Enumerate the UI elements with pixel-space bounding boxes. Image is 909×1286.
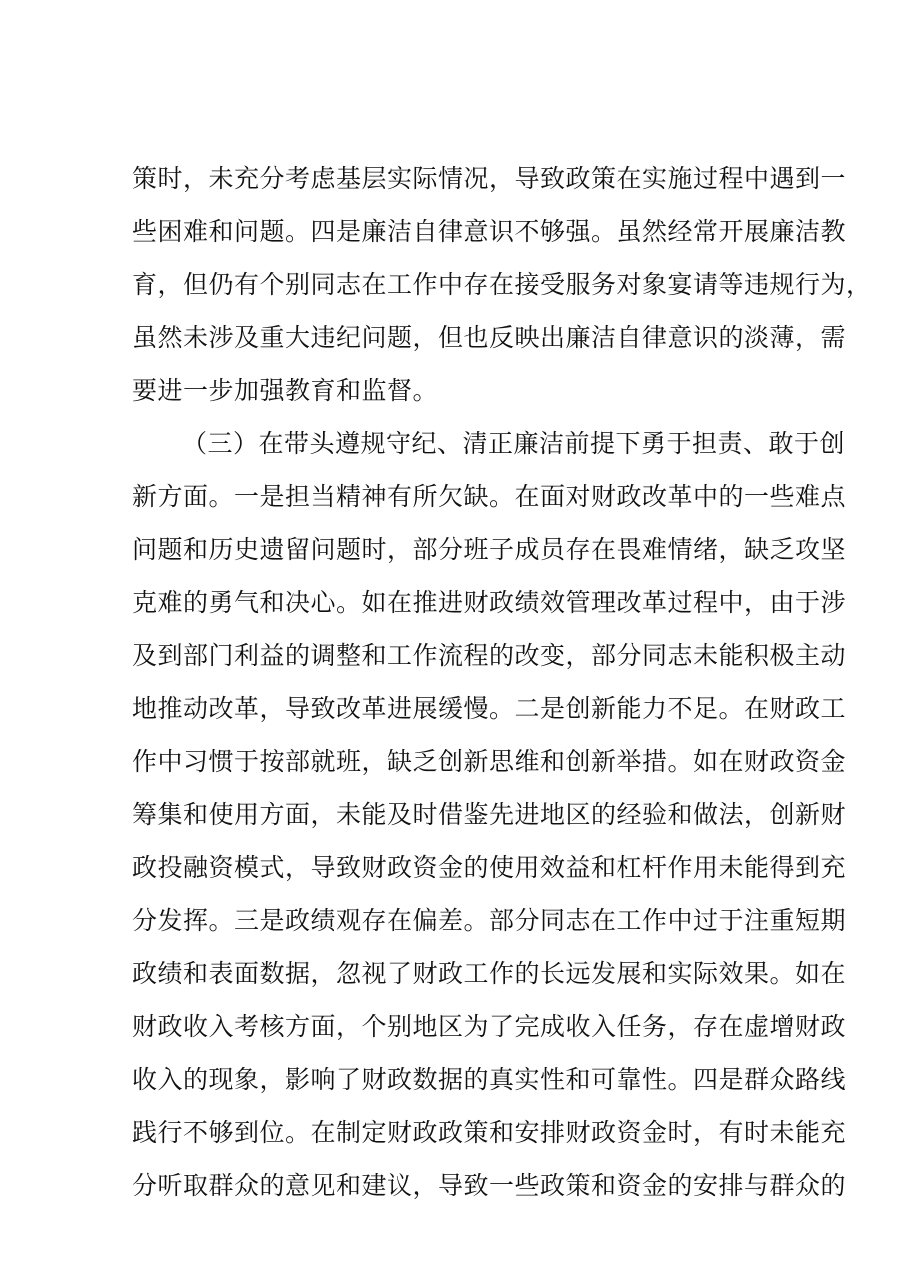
text-line: 践行不够到位。在制定财政政策和安排财政资金时，有时未能充	[132, 1118, 847, 1147]
text-line: 些困难和问题。四是廉洁自律意识不够强。虽然经常开展廉洁教	[132, 217, 847, 246]
text-line: 问题和历史遗留问题时，部分班子成员存在畏难情绪，缺乏攻坚	[132, 535, 847, 564]
text-line: 及到部门利益的调整和工作流程的改变，部分同志未能积极主动	[132, 641, 847, 670]
text-line: 分发挥。三是政绩观存在偏差。部分同志在工作中过于注重短期	[132, 906, 847, 935]
text-line: 财政收入考核方面，个别地区为了完成收入任务，存在虚增财政	[132, 1012, 847, 1041]
paragraph-p2	[132, 417, 847, 1212]
document-body	[132, 152, 872, 1212]
text-line: 筹集和使用方面，未能及时借鉴先进地区的经验和做法，创新财	[132, 800, 847, 829]
text-line: 政投融资模式，导致财政资金的使用效益和杠杆作用未能得到充	[132, 853, 847, 882]
text-line: 分听取群众的意见和建议，导致一些政策和资金的安排与群众的	[132, 1171, 847, 1200]
text-line: 虽然未涉及重大违纪问题，但也反映出廉洁自律意识的淡薄，需	[132, 323, 847, 352]
text-line: 作中习惯于按部就班，缺乏创新思维和创新举措。如在财政资金	[132, 747, 847, 776]
text-line: 地推动改革，导致改革进展缓慢。二是创新能力不足。在财政工	[132, 694, 847, 723]
text-line: 克难的勇气和决心。如在推进财政绩效管理改革过程中，由于涉	[132, 588, 847, 617]
text-line: 政绩和表面数据，忽视了财政工作的长远发展和实际效果。如在	[132, 959, 847, 988]
text-line: 收入的现象，影响了财政数据的真实性和可靠性。四是群众路线	[132, 1065, 847, 1094]
text-line: 策时，未充分考虑基层实际情况，导致政策在实施过程中遇到一	[132, 164, 847, 193]
section-heading-line: （三）在带头遵规守纪、清正廉洁前提下勇于担责、敢于创	[182, 429, 846, 458]
paragraph-p1	[132, 152, 872, 417]
text-line: 育，但仍有个别同志在工作中存在接受服务对象宴请等违规行为，	[132, 270, 872, 299]
text-line: 新方面。一是担当精神有所欠缺。在面对财政改革中的一些难点	[132, 482, 847, 511]
text-line: 要进一步加强教育和监督。	[132, 376, 439, 405]
